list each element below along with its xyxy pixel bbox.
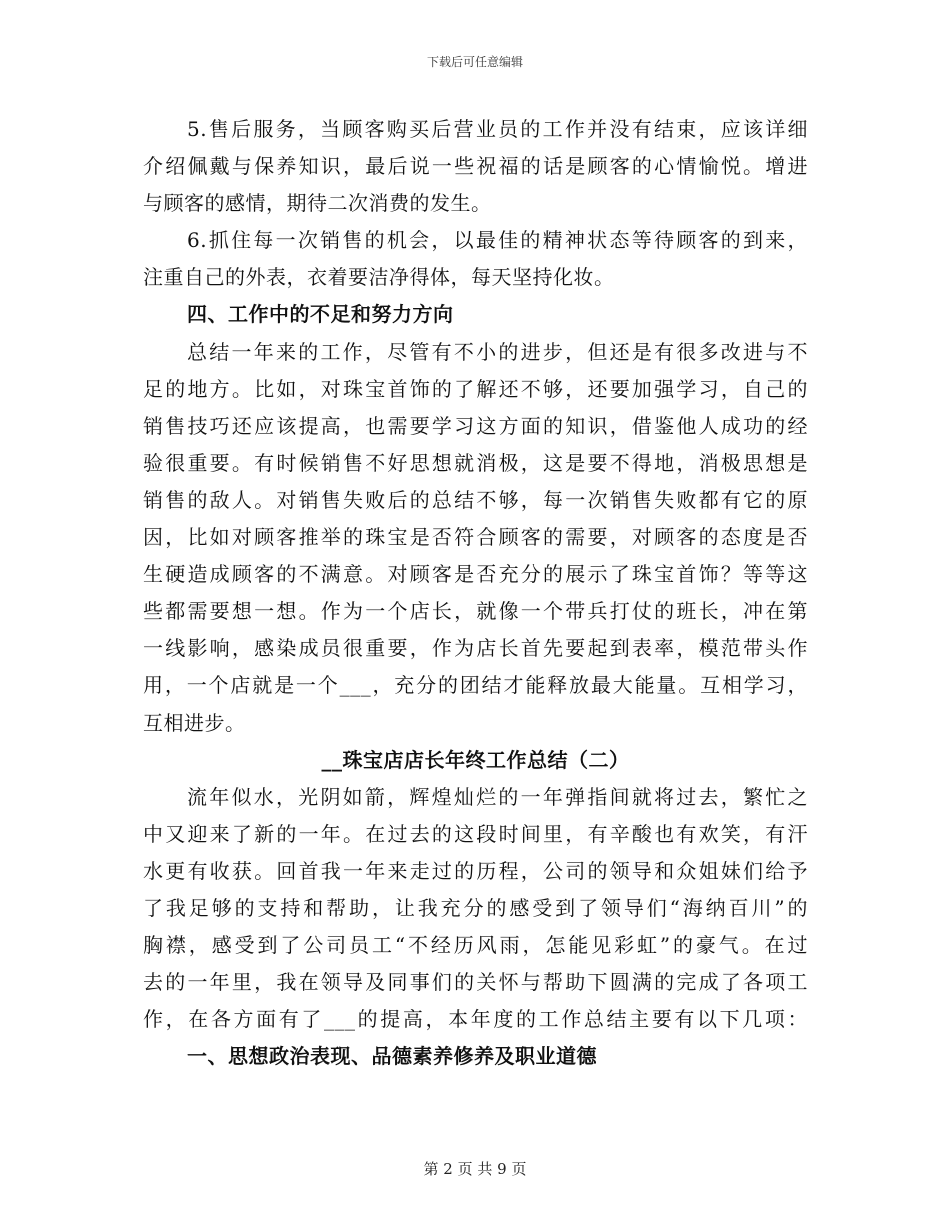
- paragraph-line: 去的一年里，我在领导及同事们的关怀与帮助下圆满的完成了各项工: [143, 970, 808, 995]
- paragraph-line: 验很重要。有时候销售不好思想就消极，这是要不得地，消极思想是: [143, 450, 808, 475]
- paragraph-line: 作，在各方面有了___的提高，本年度的工作总结主要有以下几项：: [143, 1007, 808, 1032]
- paragraph-line: 用，一个店就是一个___，充分的团结才能释放最大能量。互相学习，: [143, 673, 808, 698]
- paragraph-first-line: 6.抓住每一次销售的机会，以最佳的精神状态等待顾客的到来，: [187, 228, 808, 253]
- paragraph-first-line: 5.售后服务，当顾客购买后营业员的工作并没有结束，应该详细: [187, 117, 808, 141]
- section-heading: 一、思想政治表现、品德素养修养及职业道德: [187, 1044, 597, 1069]
- paragraph-line: 水更有收获。回首我一年来走过的历程，公司的领导和众姐妹们给予: [143, 858, 808, 883]
- paragraph-line: 销售的敌人。对销售失败后的总结不够，每一次销售失败都有它的原: [143, 487, 808, 512]
- paragraph-last-line: 互相进步。: [143, 710, 246, 735]
- paragraph-first-line: 流年似水，光阴如箭，辉煌灿烂的一年弹指间就将过去，繁忙之: [187, 784, 808, 809]
- paragraph-first-line: 总结一年来的工作，尽管有不小的进步，但还是有很多改进与不: [187, 339, 808, 364]
- paragraph-last-line: 注重自己的外表，衣着要洁净得体，每天坚持化妆。: [143, 265, 615, 290]
- paragraph-line: 胸襟，感受到了公司员工“不经历风雨，怎能见彩虹”的豪气。在过: [143, 933, 808, 958]
- paragraph-line: 一线影响，感染成员很重要，作为店长首先要起到表率，模范带头作: [143, 636, 808, 661]
- paragraph-line: 因，比如对顾客推举的珠宝是否符合顾客的需要，对顾客的态度是否: [143, 525, 808, 550]
- paragraph-line: 足的地方。比如，对珠宝首饰的了解还不够，还要加强学习，自己的: [143, 376, 808, 401]
- paragraph-line: 销售技巧还应该提高，也需要学习这方面的知识，借鉴他人成功的经: [143, 413, 808, 438]
- paragraph-line: 介绍佩戴与保养知识，最后说一些祝福的话是顾客的心情愉悦。增进: [143, 154, 808, 179]
- document-body: [143, 111, 808, 1075]
- paragraph-line: 生硬造成顾客的不满意。对顾客是否充分的展示了珠宝首饰？等等这: [143, 562, 808, 587]
- document-title: __珠宝店店长年终工作总结（二）: [321, 747, 630, 772]
- section-heading: 四、工作中的不足和努力方向: [187, 302, 454, 327]
- paragraph-line: 了我足够的支持和帮助，让我充分的感受到了领导们“海纳百川”的: [143, 895, 808, 920]
- paragraph-last-line: 与顾客的感情，期待二次消费的发生。: [143, 191, 492, 216]
- page-footer: 第 2 页 共 9 页: [423, 1160, 527, 1178]
- page-header: 下载后可任意编辑: [426, 55, 523, 69]
- paragraph-line: 些都需要想一想。作为一个店长，就像一个带兵打仗的班长，冲在第: [143, 599, 808, 624]
- paragraph-line: 中又迎来了新的一年。在过去的这段时间里，有辛酸也有欢笑，有汗: [143, 821, 808, 846]
